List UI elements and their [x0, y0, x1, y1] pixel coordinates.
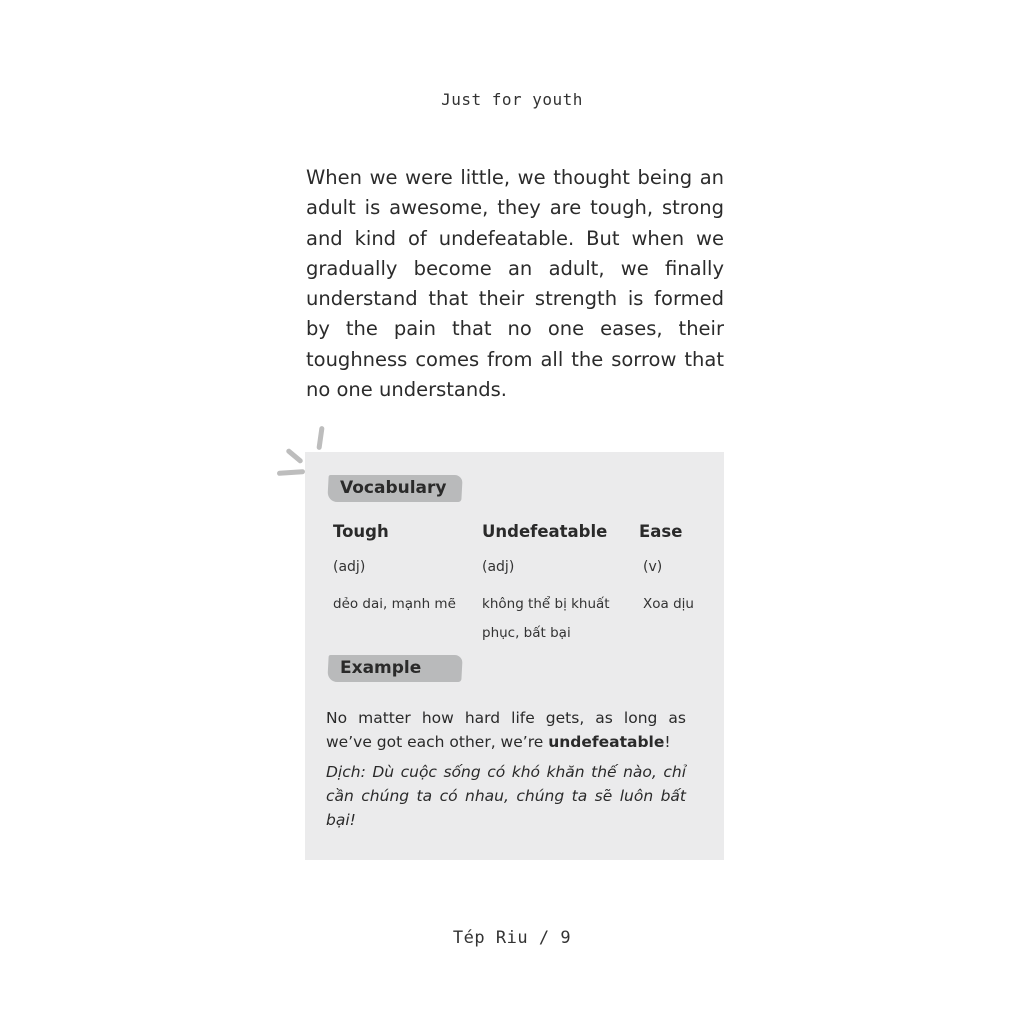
example-sentence	[326, 706, 686, 754]
decorative-stroke	[277, 469, 305, 476]
running-footer	[0, 928, 1024, 948]
vocab-meaning-undefeatable: không thể bị khuất phục, bất bại	[482, 596, 610, 641]
vocab-word-ease: Ease	[639, 522, 683, 541]
running-header: Just for youth	[441, 90, 583, 109]
decorative-stroke	[285, 448, 304, 465]
vocabulary-heading	[327, 475, 462, 502]
vocabulary-heading-label: Vocabulary	[340, 478, 447, 498]
vocab-meaning-tough: dẻo dai, mạnh mẽ	[333, 596, 456, 612]
example-sentence-text: No matter how hard life gets, as long as we’ve got each other, we’re	[326, 709, 686, 751]
example-translation: Dịch: Dù cuộc sống có khó khăn thế nào, chỉ cần chúng ta có nhau, chúng ta sẽ luôn bất bại!	[326, 763, 686, 829]
example-heading	[327, 655, 462, 682]
vocab-pos-undefeatable: (adj)	[482, 559, 515, 575]
vocab-meaning-ease: Xoa dịu	[643, 596, 694, 612]
page-number: 9	[560, 928, 572, 948]
vocab-pos-ease: (v)	[643, 559, 663, 575]
intro-paragraph: When we were little, we thought being an adult is awesome, they are tough, strong and kind of undefeatable. But when we gradually become an adult, we finally understand that their strength is formed by the pain that no one eases, their toughness comes from all the sorrow that no one understands.	[306, 166, 724, 402]
vocab-word-undefeatable: Undefeatable	[482, 522, 608, 541]
vocab-pos-tough: (adj)	[333, 559, 366, 575]
book-title: Tép Riu	[452, 928, 529, 948]
example-sentence-end: !	[664, 733, 671, 751]
example-heading-label: Example	[340, 658, 422, 678]
example-highlight-word: undefeatable	[548, 733, 665, 751]
vocab-word-tough: Tough	[333, 522, 389, 541]
decorative-stroke	[316, 426, 324, 450]
footer-separator: /	[538, 928, 550, 948]
